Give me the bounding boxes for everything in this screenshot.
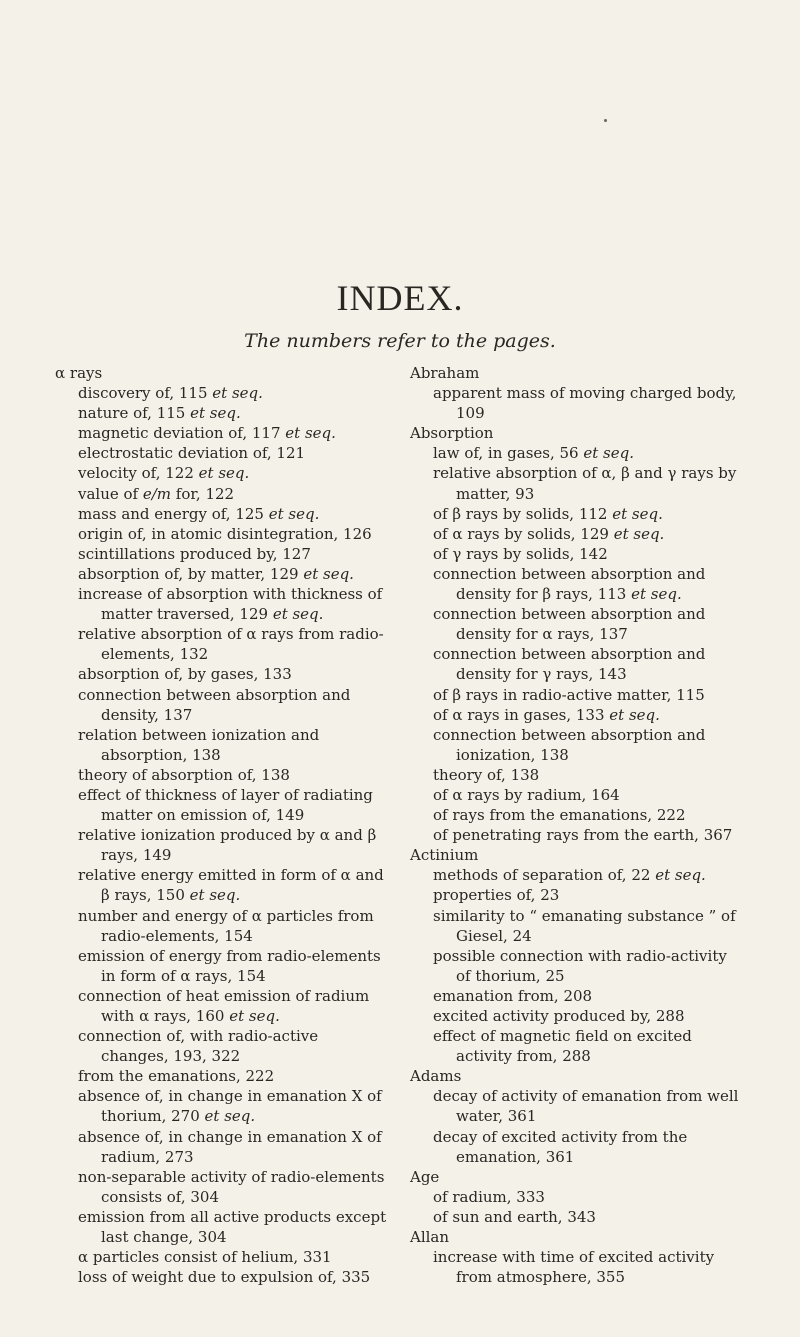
index-subentry: effect of thickness of layer of radiating matter on emission of, 149 [78,785,373,825]
index-subentry: of α rays by solids, 129 et seq. [433,524,665,543]
index-subentry: discovery of, 115 et seq. [78,384,263,403]
index-subentry: relation between ionization and absorption, 138 [78,725,320,764]
index-subentry: law of, in gases, 56 et seq. [433,444,634,463]
index-subentry: loss of weight due to expulsion of, 335 [78,1268,371,1287]
index-heading: Abraham [410,364,480,382]
index-subentry: excited activity produced by, 288 [433,1007,685,1025]
index-subentry: relative ionization produced by α and β rays, 149 [78,826,377,865]
page-subtitle: The numbers refer to the pages. [244,330,556,352]
index-subentry: α particles consist of helium, 331 [78,1248,332,1267]
index-subentry: of sun and earth, 343 [433,1207,596,1226]
index-subentry: of penetrating rays from the earth, 367 [433,826,733,845]
index-subentry: increase with time of excited activity from atmosphere, 355 [433,1248,715,1287]
page-title: INDEX. [336,278,464,318]
index-heading: Actinium [410,846,479,865]
index-subentry: connection between absorption and ionization, 138 [433,725,706,764]
index-subentry: theory of absorption of, 138 [78,765,290,784]
index-subentry: decay of activity of emanation from well water, 361 [433,1087,739,1126]
index-subentry: of α rays in gases, 133 et seq. [433,705,660,724]
page-speck [604,119,607,122]
index-subentry: of β rays in radio-active matter, 115 [433,685,705,704]
index-subentry: magnetic deviation of, 117 et seq. [78,424,336,443]
index-subentry: absorption of, by matter, 129 et seq. [78,564,354,583]
index-subentry: of rays from the emanations, 222 [433,806,686,825]
index-subentry: connection of heat emission of radium with α rays, 160 et seq. [78,986,370,1025]
index-subentry: decay of excited activity from the emanation, 361 [433,1127,688,1166]
index-subentry: from the emanations, 222 [78,1067,275,1086]
index-column-right [410,363,743,1287]
index-subentry: relative absorption of α rays from radio-elements, 132 [78,625,384,664]
index-subentry: connection between absorption and density for γ rays, 143 [433,645,706,684]
index-subentry: relative energy emitted in form of α and β rays, 150 et seq. [78,866,384,905]
index-subentry: properties of, 23 [433,886,560,905]
index-subentry: of α rays by radium, 164 [433,785,620,804]
index-subentry: increase of absorption with thickness of matter traversed, 129 et seq. [78,585,383,624]
index-subentry: emission of energy from radio-elements in form of α rays, 154 [78,946,381,985]
index-subentry: electrostatic deviation of, 121 [78,444,306,463]
index-subentry: connection between absorption and density for α rays, 137 [433,605,706,644]
index-subentry: velocity of, 122 et seq. [78,464,250,483]
index-heading: Allan [410,1228,450,1247]
index-subentry: methods of separation of, 22 et seq. [433,866,706,885]
index-subentry: connection between absorption and density, 137 [78,685,351,724]
index-subentry: possible connection with radio-activity of thorium, 25 [433,946,727,985]
index-subentry: effect of magnetic field on excited activity from, 288 [433,1027,692,1066]
index-subentry: similarity to “ emanating substance ” of Giesel, 24 [433,906,736,945]
index-subentry: scintillations produced by, 127 [78,544,311,563]
index-subentry: of β rays by solids, 112 et seq. [433,504,663,523]
index-subentry: relative absorption of α, β and γ rays by matter, 93 [433,464,737,503]
index-subentry: connection between absorption and density for β rays, 113 et seq. [433,564,706,604]
index-subentry: non-separable activity of radio-elements consists of, 304 [78,1167,385,1206]
index-subentry: absence of, in change in emanation X of radium, 273 [78,1127,382,1166]
index-subentry: emanation from, 208 [433,986,593,1005]
index-subentry: nature of, 115 et seq. [78,404,241,423]
index-heading: α rays [55,364,103,382]
index-subentry: number and energy of α particles from radio-elements, 154 [78,906,374,945]
index-subentry: apparent mass of moving charged body, 109 [433,384,737,423]
index-subentry: absorption of, by gases, 133 [78,665,292,684]
index-subentry: theory of, 138 [433,765,540,784]
index-subentry: emission from all active products except last change, 304 [78,1207,387,1247]
index-subentry: connection of, with radio-active changes, 193, 322 [78,1027,319,1066]
index-subentry: absence of, in change in emanation X of thorium, 270 et seq. [78,1087,382,1126]
index-subentry: mass and energy of, 125 et seq. [78,504,320,523]
index-heading: Age [410,1167,440,1186]
index-heading: Adams [410,1067,462,1086]
index-subentry: value of e/m for, 122 [78,484,235,503]
index-subentry: of radium, 333 [433,1187,545,1206]
index-subentry: of γ rays by solids, 142 [433,544,608,563]
index-column-left [55,363,388,1287]
index-subentry: origin of, in atomic disintegration, 126 [78,524,372,543]
index-heading: Absorption [410,424,494,443]
